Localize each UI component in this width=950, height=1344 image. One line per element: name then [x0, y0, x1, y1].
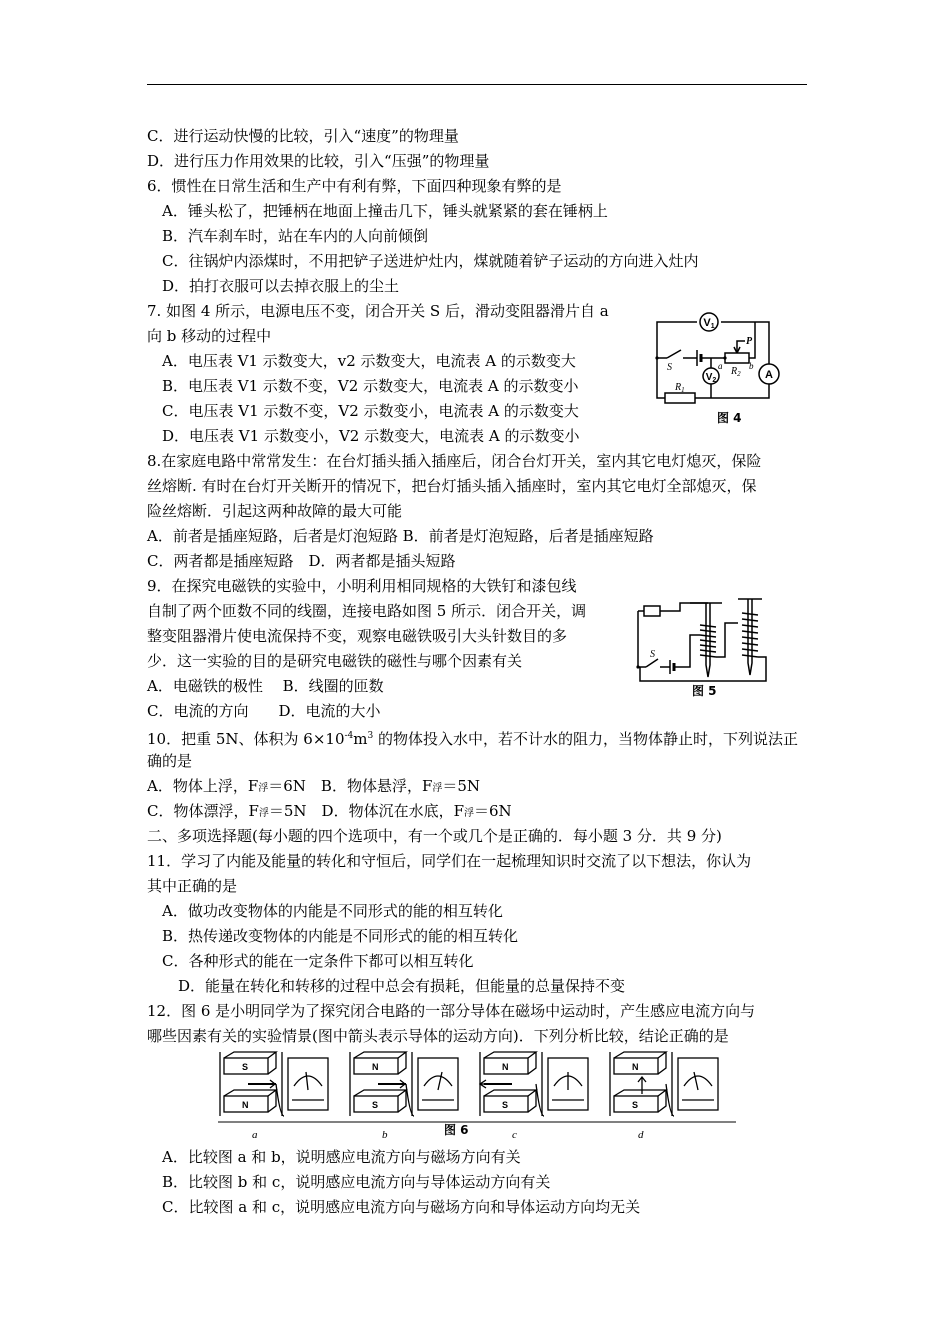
q6-stem: 6．惯性在日常生活和生产中有利有弊，下面四种现象有弊的是 [147, 177, 562, 195]
fig5-switch-label: S [650, 649, 655, 660]
q9-options-ab: A．电磁铁的极性 B．线圈的匝数 [147, 677, 384, 695]
fig6-panel-b [350, 1052, 458, 1116]
fig6-panel-d [610, 1052, 718, 1116]
q7-option-a: A．电压表 V1 示数变大，v2 示数变大，电流表 A 的示数变大 [162, 352, 576, 370]
q6-option-a: A．锤头松了，把锤柄在地面上撞击几下，锤头就紧紧的套在锤柄上 [162, 202, 608, 220]
fig6-d-top-pole: N [632, 1062, 639, 1072]
fig6-a-bottom-pole: N [242, 1100, 249, 1110]
r1-label: $R_1$ [675, 382, 685, 394]
q12-option-a: A．比较图 a 和 b，说明感应电流方向与磁场方向有关 [162, 1148, 521, 1166]
r2-label: $R_2$ [731, 366, 741, 378]
q10-stem-line2: 确的是 [147, 752, 193, 770]
q12-option-c: C．比较图 a 和 c，说明感应电流方向与磁场方向和导体运动方向均无关 [162, 1198, 641, 1216]
switch-s-label: S [667, 362, 672, 373]
q7-stem-line1: 7. 如图 4 所示，电源电压不变，闭合开关 S 后，滑动变阻器滑片自 a [147, 302, 609, 320]
q9-stem-line4: 少．这一实验的目的是研究电磁铁的磁性与哪个因素有关 [147, 652, 523, 670]
figure-4-caption: 图 4 [717, 411, 742, 425]
figure-6-induction [218, 1050, 738, 1142]
q10-stem-line1: 10．把重 5N、体积为 $6\times 10^{-4}m^3$ 的物体投入水中，若不计水的阻力，当物体静止时，下列说法正 [147, 730, 799, 748]
q8-stem-line2: 丝熔断. 有时在台灯开关断开的情况下，把台灯插头插入插座时，室内其它电灯全部熄灭，保 [147, 477, 757, 495]
v1-label: V1 [703, 317, 715, 330]
fig6-label-c: c [512, 1129, 517, 1141]
figure-6-caption: 图 6 [444, 1123, 469, 1137]
end-a-label: a [718, 361, 723, 371]
q9-stem-line3: 整变阻器滑片使电流保持不变，观察电磁铁吸引大头针数目的多 [147, 627, 568, 645]
q10-options-ab: A．物体上浮，F浮＝6N B．物体悬浮，F浮＝5N [147, 777, 481, 795]
q9-stem-line1: 9．在探究电磁铁的实验中，小明利用相同规格的大铁钉和漆包线 [147, 577, 577, 595]
q8-stem-line1: 8.在家庭电路中常常发生：在台灯插头插入插座后，闭合台灯开关，室内其它电灯熄灭，保险 [147, 452, 762, 470]
q8-options-cd: C．两者都是插座短路 D．两者都是插头短路 [147, 552, 456, 570]
q12-stem-line1: 12．图 6 是小明同学为了探究闭合电路的一部分导体在磁场中运动时，产生感应电流方向与 [147, 1002, 756, 1020]
q11-option-a: A．做功改变物体的内能是不同形式的能的相互转化 [162, 902, 503, 920]
fig6-b-top-pole: N [372, 1062, 379, 1072]
q11-option-c: C．各种形式的能在一定条件下都可以相互转化 [162, 952, 474, 970]
fig6-a-top-pole: S [242, 1062, 249, 1072]
q9-stem-line2: 自制了两个匝数不同的线圈，连接电路如图 5 所示．闭合开关，调 [147, 602, 587, 620]
slider-p-label: P [746, 336, 753, 347]
header-rule [147, 84, 807, 85]
q7-option-d: D．电压表 V1 示数变小，V2 示数变大，电流表 A 的示数变小 [162, 427, 580, 445]
fig6-label-a: a [252, 1129, 258, 1141]
fig6-panel-a [220, 1052, 328, 1116]
fig6-b-bottom-pole: S [372, 1100, 379, 1110]
q11-option-b: B．热传递改变物体的内能是不同形式的能的相互转化 [162, 927, 519, 945]
figure-4-circuit [645, 308, 785, 430]
ammeter-label: A [765, 369, 773, 381]
fig6-c-top-pole: N [502, 1062, 509, 1072]
q9-options-cd: C．电流的方向 D．电流的大小 [147, 702, 381, 720]
section2-heading: 二、多项选择题(每小题的四个选项中，有一个或几个是正确的．每小题 3 分．共 9 分) [147, 827, 722, 845]
fig6-panel-c [480, 1052, 588, 1116]
q12-option-b: B．比较图 b 和 c，说明感应电流方向与导体运动方向有关 [162, 1173, 551, 1191]
fig6-label-b: b [382, 1129, 388, 1141]
q7-option-c: C．电压表 V1 示数不变，V2 示数变小，电流表 A 的示数变大 [162, 402, 579, 420]
q11-option-d: D．能量在转化和转移的过程中总会有损耗，但能量的总量保持不变 [178, 977, 626, 995]
q10-options-cd: C．物体漂浮，F浮＝5N D．物体沉在水底，F浮＝6N [147, 802, 512, 820]
fig6-c-bottom-pole: S [502, 1100, 509, 1110]
q11-stem-line2: 其中正确的是 [147, 877, 238, 895]
q6-option-b: B．汽车刹车时，站在车内的人向前倾倒 [162, 227, 429, 245]
figure-5-caption: 图 5 [692, 684, 717, 698]
q5-option-d: D．进行压力作用效果的比较，引入“压强”的物理量 [147, 152, 490, 170]
figure-5-electromagnets [630, 585, 780, 700]
q12-stem-line2: 哪些因素有关的实验情景(图中箭头表示导体的运动方向)．下列分析比较，结论正确的是 [147, 1027, 729, 1045]
fig6-label-d: d [638, 1129, 644, 1141]
q7-option-b: B．电压表 V1 示数不变，V2 示数变大，电流表 A 的示数变小 [162, 377, 579, 395]
v2-label: $V_2$ [705, 372, 717, 384]
q8-stem-line3: 险丝熔断．引起这两种故障的最大可能 [147, 502, 403, 520]
q6-option-d: D．拍打衣服可以去掉衣服上的尘土 [162, 277, 400, 295]
q11-stem-line1: 11．学习了内能及能量的转化和守恒后，同学们在一起梳理知识时交流了以下想法，你认为 [147, 852, 752, 870]
q7-stem-line2: 向 b 移动的过程中 [147, 327, 272, 345]
q5-option-c: C．进行运动快慢的比较，引入“速度”的物理量 [147, 127, 459, 145]
end-b-label: b [749, 361, 754, 371]
q8-options-ab: A．前者是插座短路，后者是灯泡短路 B．前者是灯泡短路，后者是插座短路 [147, 527, 654, 545]
fig6-d-bottom-pole: S [632, 1100, 639, 1110]
q6-option-c: C．往锅炉内添煤时，不用把铲子送进炉灶内，煤就随着铲子运动的方向进入灶内 [162, 252, 699, 270]
